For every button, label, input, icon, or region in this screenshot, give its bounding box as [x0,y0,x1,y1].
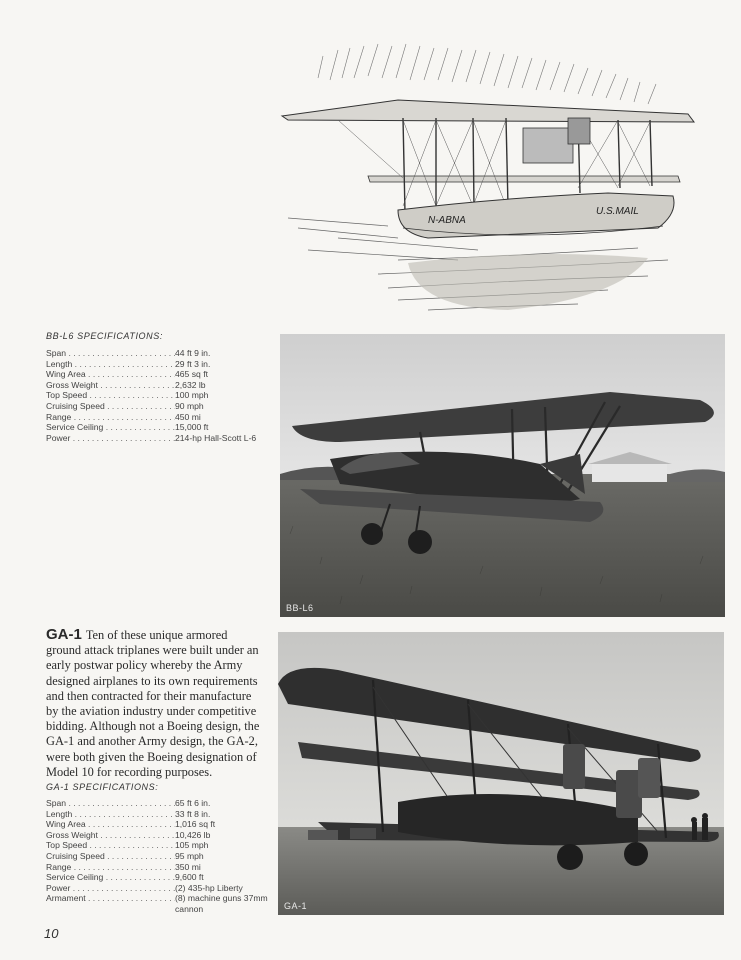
spec-label: Gross Weight . . . [46,830,175,841]
spec-value: 29 ft 3 in. [175,358,211,369]
spec-label: Range . . . [46,862,175,873]
page-number: 10 [44,926,59,941]
spec-label: Wing Area . . . [46,369,175,380]
bb-l6-spec-list [46,348,271,443]
spec-row [46,348,271,359]
spec-row [46,359,271,370]
spec-value: 350 mi [175,861,201,872]
spec-row [46,883,271,894]
bb-l6-photo [280,334,725,617]
spec-row [46,412,271,423]
spec-label: Power . . . [46,883,175,894]
spec-label: Wing Area . . . [46,819,175,830]
flying-boat-sketch [278,28,728,318]
spec-label: Length . . . [46,809,175,820]
spec-row [46,851,271,862]
spec-label: Armament . . . [46,893,175,914]
spec-row [46,862,271,873]
spec-label: Service Ceiling . . . [46,872,175,883]
spec-label: Gross Weight . . . [46,380,175,391]
spec-label: Top Speed . . . [46,390,175,401]
spec-label: Service Ceiling . . . [46,422,175,433]
spec-label: Range . . . [46,412,175,423]
spec-row [46,872,271,883]
ga1-heading: GA-1 [46,626,82,643]
spec-row [46,369,271,380]
spec-value: 44 ft 9 in. [175,348,211,358]
spec-label: Cruising Speed . . . [46,401,175,412]
spec-row [46,893,271,914]
spec-value: 105 mph [175,840,209,851]
bb-l6-spec-title: BB-L6 SPECIFICATIONS: [46,331,163,341]
spec-value: (2) 435-hp Liberty [175,882,243,893]
spec-value: 450 mi [175,411,201,422]
spec-value: 100 mph [175,390,209,401]
spec-value: 9,600 ft [175,872,204,883]
spec-row [46,433,271,444]
ga1-description [46,627,264,780]
ga1-photo-caption: GA-1 [284,901,308,911]
hull-mail-label: U.S.MAIL [596,206,639,217]
spec-label: Top Speed . . . [46,840,175,851]
hull-registration-label: N-ABNA [428,215,466,226]
ga1-spec-list [46,798,271,915]
spec-value: 90 mph [175,400,204,411]
bb-l6-photo-caption: BB-L6 [286,603,314,613]
spec-value: 214-hp Hall-Scott L-6 [175,432,257,443]
spec-value: 10,426 lb [175,829,211,840]
spec-label: Span . . . [46,348,175,359]
spec-row [46,380,271,391]
spec-value: 1,016 sq ft [175,819,216,830]
spec-label: Cruising Speed . . . [46,851,175,862]
spec-row [46,422,271,433]
ga1-spec-title: GA-1 SPECIFICATIONS: [46,782,159,792]
spec-row [46,401,271,412]
ga1-body: Ten of these unique armored ground attack triplanes were built under an early postwar policy whereby the Army designed airplanes to its own requirements and then contracted for their manufacture by the aviation industry under competitive bidding. Although not a Boeing design, the GA-1 and another Army design, the GA-2, were both given the Boeing designation of Model 10 for recording purposes. [46,628,260,779]
spec-value: (8) machine guns 37mm cannon [175,893,268,914]
spec-row [46,840,271,851]
spec-value: 15,000 ft [175,422,209,433]
spec-row [46,390,271,401]
ga1-photo [278,632,724,915]
spec-label: Power . . . [46,433,175,444]
spec-row [46,830,271,841]
spec-value: 2,632 lb [175,379,206,390]
spec-label: Length . . . [46,359,175,370]
spec-row [46,798,271,809]
spec-row [46,819,271,830]
spec-row [46,809,271,820]
spec-value: 95 mph [175,850,204,861]
spec-value: 65 ft 6 in. [175,798,211,808]
spec-value: 465 sq ft [175,369,208,380]
spec-label: Span . . . [46,798,175,809]
spec-value: 33 ft 8 in. [175,808,211,819]
